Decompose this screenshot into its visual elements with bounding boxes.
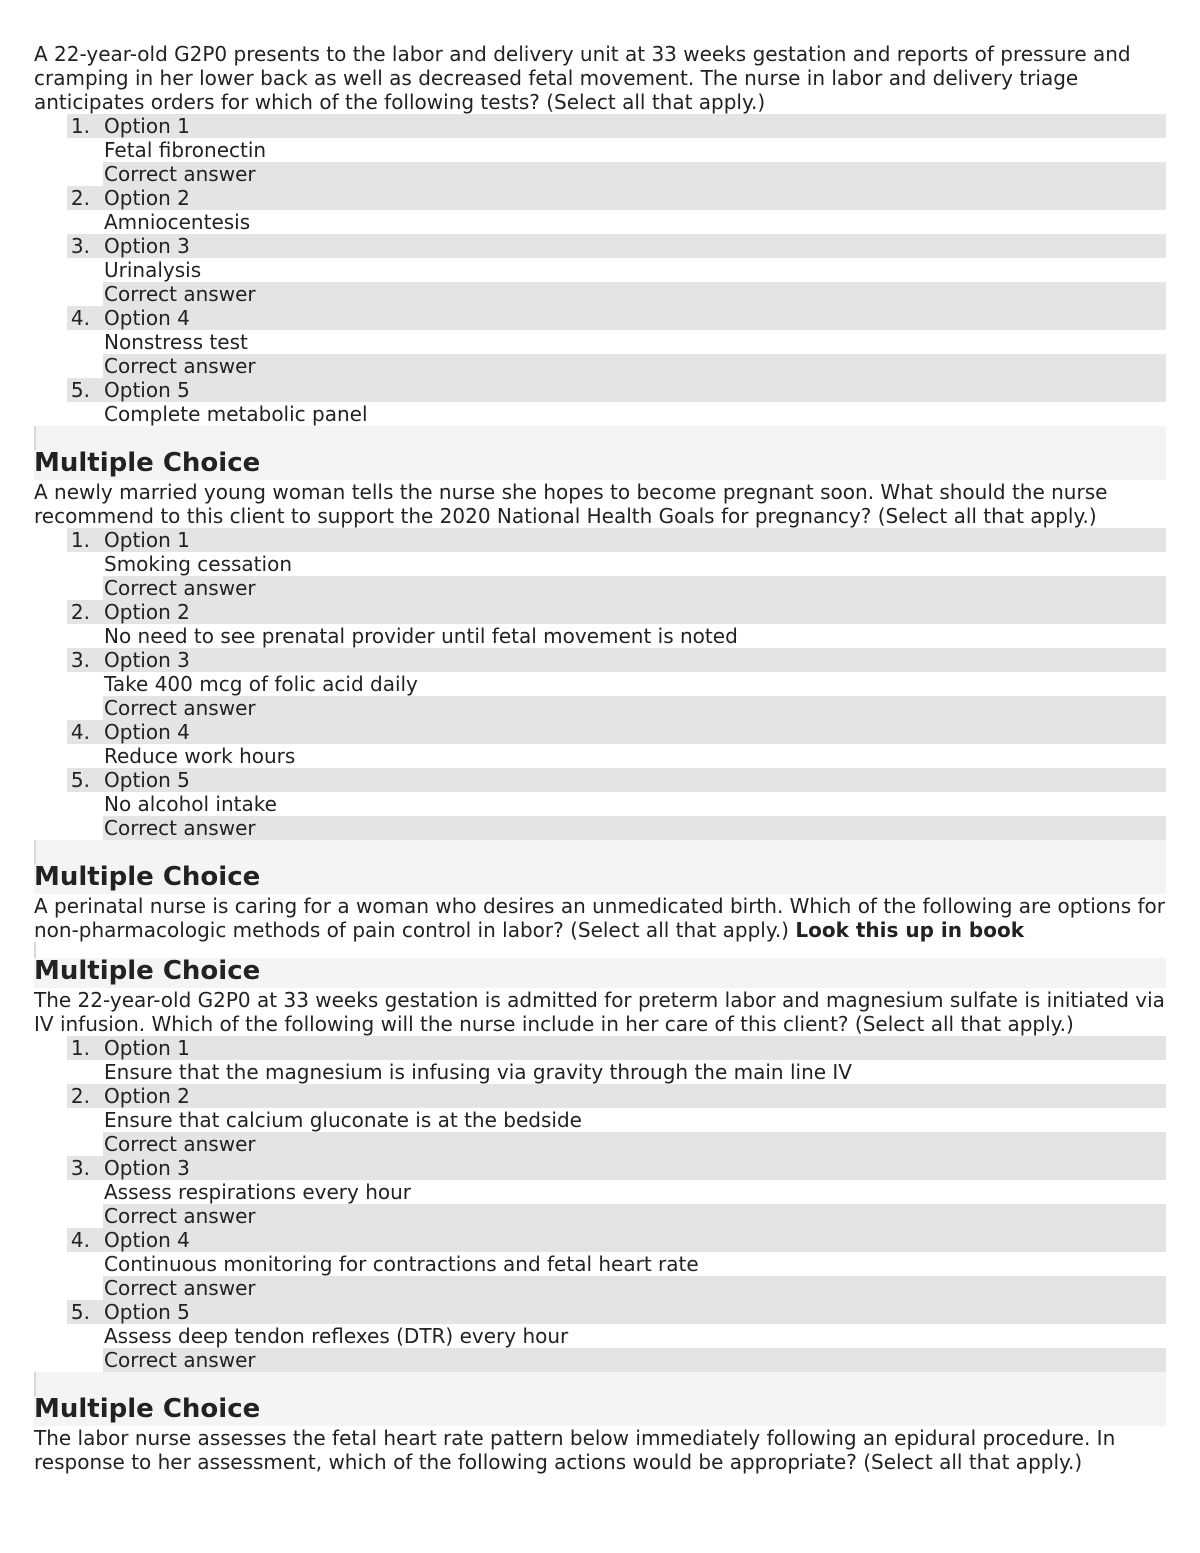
option-item <box>34 648 1166 720</box>
option-label: Option 3 <box>104 234 190 258</box>
section-title: Multiple Choice <box>34 958 1166 988</box>
section-title: Multiple Choice <box>34 864 1166 894</box>
option-label: Option 5 <box>104 378 190 402</box>
question-text: A newly married young woman tells the nurse she hopes to become pregnant soon. What should the nurse recommend to this client to support the 2020 National Health Goals for pregnancy? (Select all that apply.) <box>34 480 1108 528</box>
option-number: 5. <box>70 1300 90 1324</box>
option-item <box>34 1036 1166 1084</box>
option-number: 3. <box>70 234 90 258</box>
option-label: Option 2 <box>104 1084 190 1108</box>
option-item <box>34 1300 1166 1372</box>
question-text: The labor nurse assesses the fetal heart rate pattern below immediately following an epidural procedure. In response to her assessment, which of the following actions would be appropriate? (Select all that apply.) <box>34 1426 1116 1474</box>
option-number: 2. <box>70 600 90 624</box>
question-body: A perinatal nurse is caring for a woman who desires an unmedicated birth. Which of the following are options for non-pharmacologic methods of pain control in labor? (Select all that apply.) <box>34 894 1165 942</box>
option-number: 2. <box>70 186 90 210</box>
correct-answer-marker: Correct answer <box>103 282 1166 306</box>
option-text: Assess respirations every hour <box>104 1180 412 1204</box>
correct-answer-marker: Correct answer <box>103 696 1166 720</box>
option-item <box>34 1228 1166 1300</box>
option-label: Option 5 <box>104 1300 190 1324</box>
option-label: Option 2 <box>104 186 190 210</box>
option-number: 2. <box>70 1084 90 1108</box>
question-block-1 <box>34 42 1166 426</box>
correct-answer-marker: Correct answer <box>103 1348 1166 1372</box>
section-title: Multiple Choice <box>34 450 1166 480</box>
option-text: Take 400 mcg of folic acid daily <box>104 672 418 696</box>
option-text: Assess deep tendon reflexes (DTR) every hour <box>104 1324 569 1348</box>
question-block-2 <box>34 450 1166 840</box>
option-label: Option 1 <box>104 528 190 552</box>
option-label: Option 4 <box>104 1228 190 1252</box>
option-list <box>34 114 1166 426</box>
option-item <box>34 1084 1166 1156</box>
option-number: 3. <box>70 1156 90 1180</box>
option-number: 3. <box>70 648 90 672</box>
option-number: 1. <box>70 114 90 138</box>
option-text: Complete metabolic panel <box>104 402 368 426</box>
option-text: No need to see prenatal provider until fetal movement is noted <box>104 624 738 648</box>
correct-answer-marker: Correct answer <box>103 354 1166 378</box>
option-item <box>34 720 1166 768</box>
question-block-3 <box>34 864 1166 942</box>
option-text: Nonstress test <box>104 330 248 354</box>
option-label: Option 1 <box>104 114 190 138</box>
option-number: 4. <box>70 1228 90 1252</box>
option-number: 1. <box>70 528 90 552</box>
option-label: Option 4 <box>104 720 190 744</box>
option-label: Option 4 <box>104 306 190 330</box>
option-number: 5. <box>70 768 90 792</box>
option-item <box>34 768 1166 840</box>
option-list <box>34 1036 1166 1372</box>
option-text: Smoking cessation <box>104 552 292 576</box>
option-number: 4. <box>70 306 90 330</box>
option-item <box>34 1156 1166 1228</box>
question-text <box>34 894 1166 942</box>
question-block-5 <box>34 1396 1166 1474</box>
correct-answer-marker: Correct answer <box>103 816 1166 840</box>
correct-answer-marker: Correct answer <box>103 1276 1166 1300</box>
option-label: Option 3 <box>104 648 190 672</box>
option-text: Ensure that the magnesium is infusing via gravity through the main line IV <box>104 1060 852 1084</box>
study-note: Look this up in book <box>795 918 1025 942</box>
correct-answer-marker: Correct answer <box>103 1204 1166 1228</box>
option-number: 5. <box>70 378 90 402</box>
option-item <box>34 306 1166 378</box>
correct-answer-marker: Correct answer <box>103 162 1166 186</box>
question-text: The 22-year-old G2P0 at 33 weeks gestation is admitted for preterm labor and magnesium sulfate is initiated via IV infusion. Which of the following will the nurse include in her care of this client? (Select all that apply.) <box>34 988 1165 1036</box>
option-item <box>34 600 1166 648</box>
option-item <box>34 234 1166 306</box>
correct-answer-marker: Correct answer <box>103 1132 1166 1156</box>
option-text: Reduce work hours <box>104 744 296 768</box>
option-text: Continuous monitoring for contractions and fetal heart rate <box>104 1252 699 1276</box>
option-text: Fetal fibronectin <box>104 138 267 162</box>
option-text: Ensure that calcium gluconate is at the bedside <box>104 1108 582 1132</box>
option-number: 1. <box>70 1036 90 1060</box>
option-label: Option 5 <box>104 768 190 792</box>
option-text: Urinalysis <box>104 258 202 282</box>
option-item <box>34 186 1166 234</box>
section-title: Multiple Choice <box>34 1396 1166 1426</box>
option-item <box>34 378 1166 426</box>
option-number: 4. <box>70 720 90 744</box>
question-text: A 22-year-old G2P0 presents to the labor and delivery unit at 33 weeks gestation and reports of pressure and cramping in her lower back as well as decreased fetal movement. The nurse in labor and delivery triage anticipates orders for which of the following tests? (Select all that apply.) <box>34 42 1131 114</box>
option-list <box>34 528 1166 840</box>
option-label: Option 3 <box>104 1156 190 1180</box>
option-item <box>34 114 1166 186</box>
option-text: Amniocentesis <box>104 210 251 234</box>
correct-answer-marker: Correct answer <box>103 576 1166 600</box>
option-text: No alcohol intake <box>104 792 277 816</box>
option-label: Option 2 <box>104 600 190 624</box>
option-item <box>34 528 1166 600</box>
option-label: Option 1 <box>104 1036 190 1060</box>
question-block-4 <box>34 958 1166 1372</box>
